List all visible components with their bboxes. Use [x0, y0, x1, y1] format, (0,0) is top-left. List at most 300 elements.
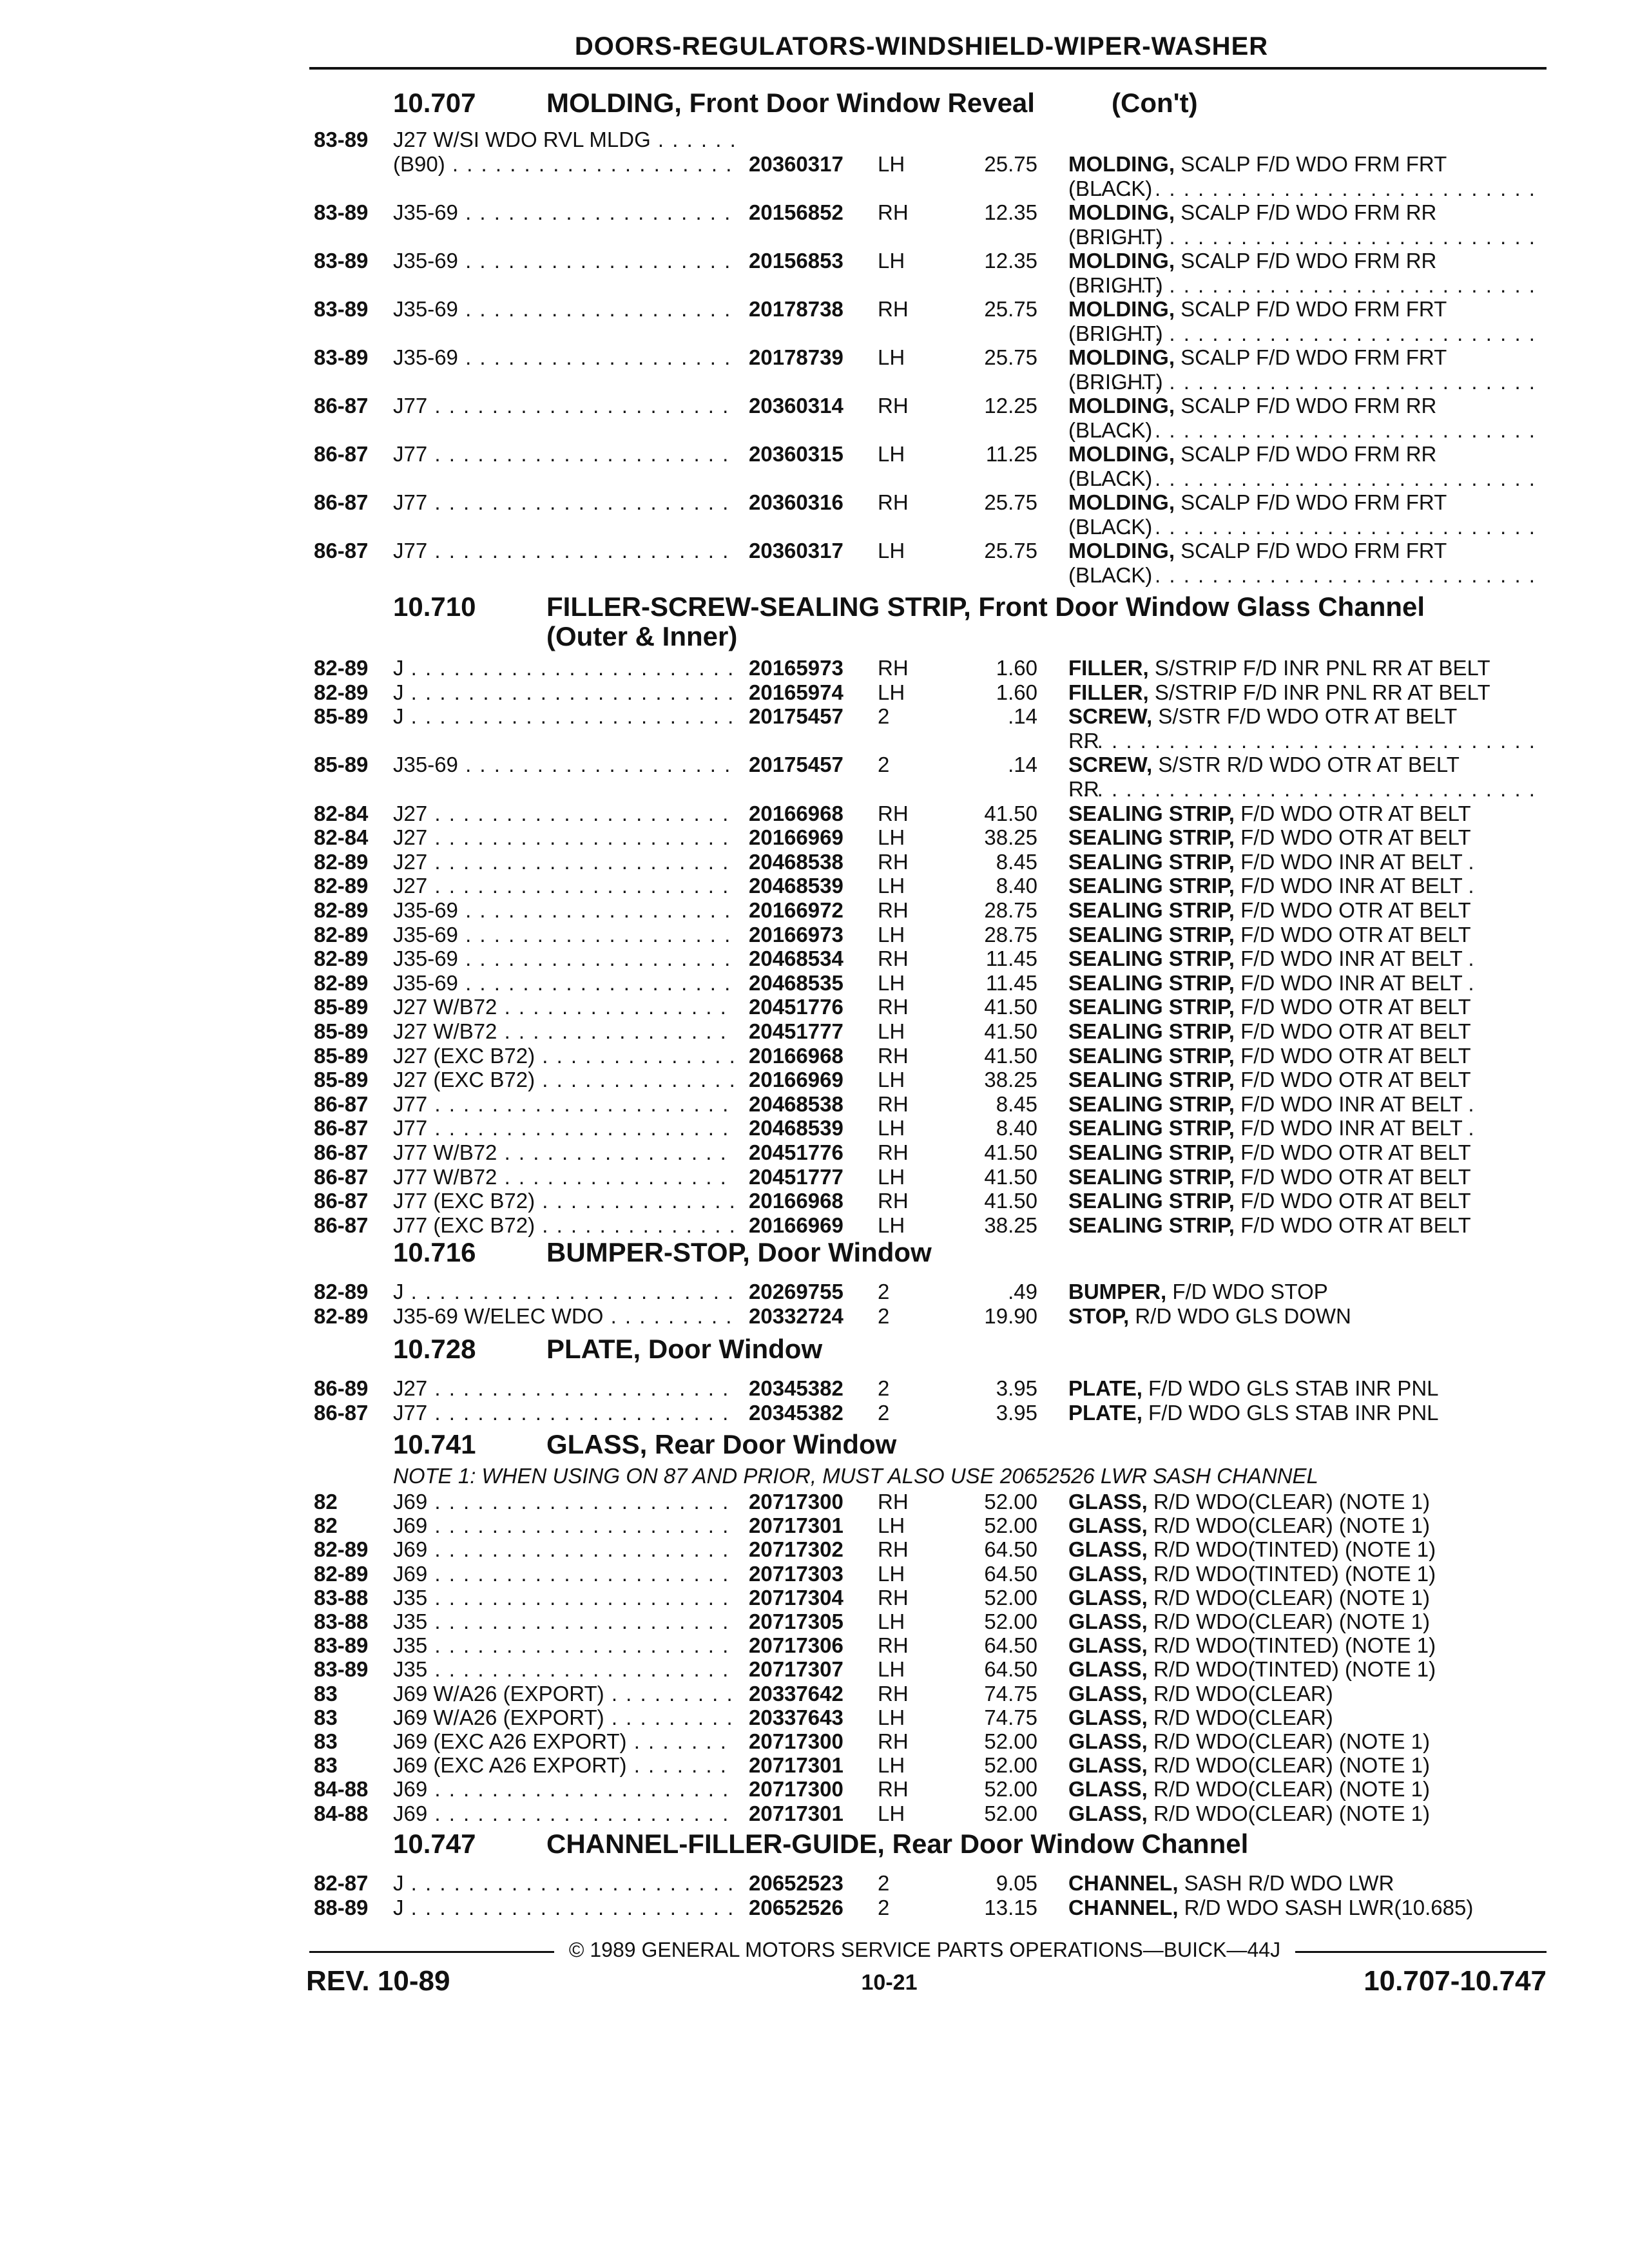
- part-description: GLASS, R/D WDO(CLEAR) (NOTE 1): [1068, 1514, 1431, 1538]
- page-header-title: DOORS-REGULATORS-WINDSHIELD-WIPER-WASHER: [574, 32, 1269, 61]
- part-description: MOLDING, SCALP F/D WDO FRM FRT: [1068, 538, 1447, 562]
- footer-copyright: © 1989 GENERAL MOTORS SERVICE PARTS OPERATIONS—BUICK—44J: [568, 1938, 1281, 1961]
- part-description-continued: [1068, 370, 1539, 394]
- parts-row: [0, 296, 1629, 345]
- model-years: 85-89: [314, 1019, 369, 1043]
- application-code: J77 (EXC B72) . . .: [393, 1189, 735, 1213]
- part-number: 20166969: [749, 1213, 843, 1237]
- section-heading: [0, 88, 1629, 133]
- application-code: J69 W/A26 (EXPORT) . . .: [393, 1682, 735, 1706]
- parts-row: [0, 490, 1629, 539]
- part-description: PLATE, F/D WDO GLS STAB INR PNL: [1068, 1400, 1439, 1425]
- part-number: 20717306: [749, 1633, 843, 1658]
- side-or-qty: RH: [878, 1537, 909, 1562]
- model-years: 83: [314, 1705, 338, 1729]
- description-line-2: (BLACK): [1068, 176, 1153, 200]
- part-description-continued: [1068, 729, 1539, 753]
- model-years: 83: [314, 1753, 338, 1778]
- section-number: 10.747: [393, 1829, 476, 1859]
- side-or-qty: 2: [878, 1400, 890, 1425]
- part-number: 20166969: [749, 825, 843, 850]
- price: 25.75: [984, 345, 1037, 369]
- part-description: SEALING STRIP, F/D WDO INR AT BELT .: [1068, 970, 1474, 995]
- side-or-qty: LH: [878, 1514, 905, 1538]
- parts-row: [0, 248, 1629, 297]
- application-code: J69 W/A26 (EXPORT) . . .: [393, 1706, 735, 1730]
- side-or-qty: RH: [878, 1729, 909, 1753]
- application-code: J35 . . .: [393, 1586, 735, 1610]
- parts-row: [0, 1871, 1629, 1896]
- model-years: 83-89: [314, 296, 369, 321]
- application-code: J35-69 . . .: [393, 971, 735, 995]
- application-code: (B90) . . .: [393, 152, 735, 177]
- price: 52.00: [984, 1610, 1037, 1633]
- parts-row: [0, 874, 1629, 898]
- application-code: J77 . . .: [393, 1401, 735, 1425]
- side-or-qty: LH: [878, 1213, 905, 1237]
- parts-row: [0, 1610, 1629, 1634]
- price: 64.50: [984, 1537, 1037, 1562]
- part-description: MOLDING, SCALP F/D WDO FRM RR: [1068, 393, 1437, 418]
- parts-row: [0, 1777, 1629, 1802]
- part-description: GLASS, R/D WDO(TINTED) (NOTE 1): [1068, 1561, 1436, 1586]
- part-description: GLASS, R/D WDO(TINTED) (NOTE 1): [1068, 1537, 1436, 1562]
- model-years: 86-87: [314, 1189, 369, 1213]
- side-or-qty: RH: [878, 1585, 909, 1610]
- description-line-2: (BRIGHT): [1068, 369, 1163, 394]
- footer-rule-left: [309, 1951, 554, 1953]
- price: 52.00: [984, 1753, 1037, 1778]
- part-number: 20468539: [749, 874, 843, 898]
- side-or-qty: RH: [878, 1490, 909, 1514]
- model-years: 83-89: [314, 345, 369, 369]
- part-description: GLASS, R/D WDO(CLEAR) (NOTE 1): [1068, 1610, 1431, 1633]
- price: 41.50: [984, 1043, 1037, 1068]
- part-description: PLATE, F/D WDO GLS STAB INR PNL: [1068, 1376, 1439, 1400]
- part-description: GLASS, R/D WDO(TINTED) (NOTE 1): [1068, 1633, 1436, 1658]
- application-code: J69 (EXC A26 EXPORT) . . .: [393, 1753, 735, 1778]
- parts-row: [0, 1490, 1629, 1514]
- price: 25.75: [984, 151, 1037, 176]
- application-code: J69 . . .: [393, 1537, 735, 1562]
- price: 25.75: [984, 490, 1037, 514]
- part-number: 20717307: [749, 1657, 843, 1682]
- parts-row: [0, 1092, 1629, 1117]
- part-number: 20166968: [749, 801, 843, 825]
- price: 28.75: [984, 922, 1037, 947]
- description-line-2: (BLACK): [1068, 418, 1153, 442]
- application-code: J27 W/SI WDO RVL MLDG . . .: [393, 128, 735, 152]
- side-or-qty: LH: [878, 1116, 905, 1140]
- side-or-qty: LH: [878, 441, 905, 466]
- model-years: 82-89: [314, 1561, 369, 1586]
- application-code: J69 . . .: [393, 1514, 735, 1538]
- model-years: 86-87: [314, 1091, 369, 1116]
- part-description-continued: [1068, 273, 1539, 298]
- parts-row: [0, 680, 1629, 705]
- header-rule: [309, 67, 1547, 70]
- part-number: 20717302: [749, 1537, 843, 1562]
- model-years: 84-88: [314, 1801, 369, 1825]
- side-or-qty: LH: [878, 248, 905, 273]
- part-number: 20360317: [749, 151, 843, 176]
- parts-row: [0, 1753, 1629, 1778]
- application-code: J . . .: [393, 680, 735, 705]
- application-code: J27 . . .: [393, 802, 735, 826]
- part-description: GLASS, R/D WDO(CLEAR) (NOTE 1): [1068, 1490, 1431, 1514]
- application-code: J . . .: [393, 1871, 735, 1896]
- side-or-qty: RH: [878, 1091, 909, 1116]
- part-description: SCREW, S/STR F/D WDO OTR AT BELT: [1068, 704, 1458, 729]
- side-or-qty: RH: [878, 1777, 909, 1802]
- part-number: 20468534: [749, 947, 843, 971]
- part-description: MOLDING, SCALP F/D WDO FRM RR: [1068, 248, 1437, 273]
- side-or-qty: LH: [878, 1610, 905, 1633]
- parts-row: [0, 1213, 1629, 1238]
- price: 41.50: [984, 1189, 1037, 1213]
- part-number: 20468538: [749, 849, 843, 874]
- parts-row: [0, 995, 1629, 1019]
- price: 52.00: [984, 1490, 1037, 1514]
- part-number: 20269755: [749, 1280, 843, 1303]
- application-code: J27 (EXC B72) . . .: [393, 1044, 735, 1068]
- application-code: J69 . . .: [393, 1802, 735, 1826]
- side-or-qty: RH: [878, 1043, 909, 1068]
- part-number: 20468535: [749, 970, 843, 995]
- application-code: J . . .: [393, 1896, 735, 1920]
- price: 3.95: [996, 1376, 1037, 1400]
- side-or-qty: RH: [878, 947, 909, 971]
- application-code: J35-69 W/ELEC WDO . . .: [393, 1304, 735, 1329]
- part-description: SEALING STRIP, F/D WDO OTR AT BELT: [1068, 1213, 1471, 1237]
- price: 11.45: [985, 947, 1037, 971]
- part-description: MOLDING, SCALP F/D WDO FRM FRT: [1068, 151, 1447, 176]
- part-description-continued: [1068, 777, 1539, 802]
- part-description: BUMPER, F/D WDO STOP: [1068, 1280, 1328, 1303]
- section-heading: [0, 591, 1629, 656]
- side-or-qty: RH: [878, 1681, 909, 1706]
- part-description: SEALING STRIP, F/D WDO OTR AT BELT: [1068, 825, 1471, 850]
- side-or-qty: RH: [878, 1633, 909, 1658]
- part-description: SEALING STRIP, F/D WDO OTR AT BELT: [1068, 898, 1471, 922]
- side-or-qty: RH: [878, 801, 909, 825]
- side-or-qty: LH: [878, 1801, 905, 1825]
- application-code: J35-69 . . .: [393, 923, 735, 947]
- side-or-qty: RH: [878, 296, 909, 321]
- price: 11.25: [985, 441, 1037, 466]
- price: 52.00: [984, 1777, 1037, 1802]
- side-or-qty: LH: [878, 1019, 905, 1043]
- price: 12.35: [984, 248, 1037, 273]
- parts-row: [0, 538, 1629, 587]
- section-note: NOTE 1: WHEN USING ON 87 AND PRIOR, MUST ALSO USE 20652526 LWR SASH CHANNEL: [393, 1464, 1318, 1488]
- part-description-continued: [1068, 418, 1539, 443]
- model-years: 83-89: [314, 248, 369, 273]
- part-number: 20468538: [749, 1091, 843, 1116]
- parts-row: [0, 345, 1629, 394]
- parts-row: [0, 1304, 1629, 1329]
- price: 1.60: [996, 656, 1037, 680]
- part-number: 20178739: [749, 345, 843, 369]
- price: 38.25: [984, 1068, 1037, 1092]
- price: 25.75: [984, 296, 1037, 321]
- parts-row: [0, 656, 1629, 680]
- application-code: J69 . . .: [393, 1490, 735, 1514]
- section-number: 10.741: [393, 1429, 476, 1459]
- parts-row: [0, 1068, 1629, 1092]
- price: 8.40: [996, 874, 1037, 898]
- part-number: 20360316: [749, 490, 843, 514]
- part-description: SCREW, S/STR R/D WDO OTR AT BELT: [1068, 753, 1460, 777]
- parts-row: [0, 850, 1629, 874]
- price: 41.50: [984, 1140, 1037, 1164]
- price: 8.45: [996, 1091, 1037, 1116]
- model-years: 82-89: [314, 922, 369, 947]
- model-years: 82-89: [314, 680, 369, 704]
- price: 41.50: [984, 1019, 1037, 1043]
- section-number: 10.710: [393, 591, 476, 622]
- part-description: SEALING STRIP, F/D WDO OTR AT BELT: [1068, 922, 1471, 947]
- parts-row: [0, 1729, 1629, 1754]
- model-years: 88-89: [314, 1895, 369, 1919]
- application-code: J69 (EXC A26 EXPORT) . . .: [393, 1729, 735, 1754]
- price: 52.00: [984, 1729, 1037, 1753]
- parts-row: [0, 1896, 1629, 1920]
- part-description-continued: [1068, 563, 1539, 588]
- side-or-qty: 2: [878, 1895, 890, 1919]
- application-code: J77 . . .: [393, 539, 735, 563]
- part-number: 20345382: [749, 1400, 843, 1425]
- part-description: GLASS, R/D WDO(CLEAR): [1068, 1681, 1333, 1706]
- part-description: GLASS, R/D WDO(CLEAR): [1068, 1705, 1333, 1729]
- part-number: 20468539: [749, 1116, 843, 1140]
- parts-row: [0, 1682, 1629, 1706]
- part-description: CHANNEL, SASH R/D WDO LWR: [1068, 1871, 1394, 1895]
- price: 9.05: [996, 1871, 1037, 1895]
- model-years: 86-87: [314, 1116, 369, 1140]
- application-code: J35-69 . . .: [393, 898, 735, 923]
- application-code: J77 . . .: [393, 1116, 735, 1140]
- model-years: 86-87: [314, 393, 369, 418]
- side-or-qty: LH: [878, 1561, 905, 1586]
- application-code: J77 . . .: [393, 394, 735, 418]
- part-number: 20717303: [749, 1561, 843, 1586]
- price: 8.45: [996, 849, 1037, 874]
- parts-row: [0, 1514, 1629, 1538]
- side-or-qty: 2: [878, 1303, 890, 1328]
- footer-revision: REV. 10-89: [306, 1965, 450, 1997]
- parts-row: [0, 1044, 1629, 1068]
- description-line-2: (BRIGHT): [1068, 321, 1163, 345]
- description-line-2: (BLACK): [1068, 466, 1153, 490]
- parts-row: [0, 704, 1629, 753]
- part-number: 20360317: [749, 538, 843, 562]
- application-code: J77 . . .: [393, 442, 735, 466]
- part-number: 20451777: [749, 1164, 843, 1189]
- price: 41.50: [984, 1164, 1037, 1189]
- price: 12.25: [984, 393, 1037, 418]
- model-years: 83-89: [314, 200, 369, 224]
- part-description: SEALING STRIP, F/D WDO INR AT BELT .: [1068, 1116, 1474, 1140]
- model-years: 82-89: [314, 970, 369, 995]
- part-number: 20717305: [749, 1610, 843, 1633]
- part-description: GLASS, R/D WDO(TINTED) (NOTE 1): [1068, 1657, 1436, 1682]
- side-or-qty: RH: [878, 656, 909, 680]
- description-line-2: (BRIGHT): [1068, 273, 1163, 297]
- part-number: 20451776: [749, 995, 843, 1019]
- side-or-qty: 2: [878, 1871, 890, 1895]
- part-description: GLASS, R/D WDO(CLEAR) (NOTE 1): [1068, 1801, 1431, 1825]
- application-code: J . . .: [393, 656, 735, 680]
- description-line-2: RR: [1068, 777, 1099, 802]
- side-or-qty: LH: [878, 970, 905, 995]
- application-code: J27 W/B72 . . .: [393, 995, 735, 1019]
- side-or-qty: 2: [878, 1376, 890, 1400]
- side-or-qty: LH: [878, 922, 905, 947]
- part-description: MOLDING, SCALP F/D WDO FRM FRT: [1068, 296, 1447, 321]
- side-or-qty: 2: [878, 753, 890, 777]
- side-or-qty: 2: [878, 1280, 890, 1303]
- part-number: 20166972: [749, 898, 843, 922]
- part-number: 20652526: [749, 1895, 843, 1919]
- part-number: 20175457: [749, 753, 843, 777]
- application-code: J . . .: [393, 704, 735, 729]
- parts-row: [0, 1706, 1629, 1730]
- side-or-qty: LH: [878, 538, 905, 562]
- parts-row: [0, 947, 1629, 971]
- model-years: 83-89: [314, 1657, 369, 1682]
- side-or-qty: LH: [878, 151, 905, 176]
- parts-row: [0, 441, 1629, 490]
- part-description: SEALING STRIP, F/D WDO OTR AT BELT: [1068, 801, 1471, 825]
- side-or-qty: LH: [878, 1068, 905, 1092]
- application-code: J27 . . .: [393, 874, 735, 898]
- parts-row: [0, 1376, 1629, 1401]
- price: 13.15: [984, 1895, 1037, 1919]
- application-code: J77 W/B72 . . .: [393, 1165, 735, 1189]
- model-years: 83-88: [314, 1585, 369, 1610]
- description-line-2: (BLACK): [1068, 514, 1153, 539]
- section-subtitle: (Outer & Inner): [546, 621, 738, 651]
- model-years: 86-87: [314, 1164, 369, 1189]
- model-years: 83-88: [314, 1610, 369, 1633]
- part-description: MOLDING, SCALP F/D WDO FRM FRT: [1068, 345, 1447, 369]
- model-years: 84-88: [314, 1777, 369, 1802]
- part-number: 20175457: [749, 704, 843, 729]
- model-years: 82-89: [314, 874, 369, 898]
- parts-row: [0, 753, 1629, 802]
- parts-row: [0, 200, 1629, 249]
- part-number: 20337642: [749, 1681, 843, 1706]
- model-years: 82-89: [314, 1280, 369, 1303]
- parts-row: [0, 1280, 1629, 1304]
- footer-section-range: 10.707-10.747: [1364, 1965, 1547, 1997]
- part-number: 20165973: [749, 656, 843, 680]
- model-years: 83: [314, 1681, 338, 1706]
- model-years: 82-84: [314, 801, 369, 825]
- model-years: 82-89: [314, 898, 369, 922]
- application-code: J77 (EXC B72) . . .: [393, 1213, 735, 1238]
- side-or-qty: LH: [878, 1705, 905, 1729]
- part-number: 20360314: [749, 393, 843, 418]
- price: 28.75: [984, 898, 1037, 922]
- part-number: 20166969: [749, 1068, 843, 1092]
- parts-row: [0, 825, 1629, 850]
- part-description: GLASS, R/D WDO(CLEAR) (NOTE 1): [1068, 1753, 1431, 1778]
- side-or-qty: RH: [878, 200, 909, 224]
- application-code: J35-69 . . .: [393, 200, 735, 225]
- section-continued: (Con't): [1112, 88, 1198, 118]
- model-years: 86-87: [314, 1213, 369, 1237]
- parts-row: [0, 1165, 1629, 1189]
- application-code: J27 W/B72 . . .: [393, 1019, 735, 1044]
- section-heading: [0, 1334, 1629, 1379]
- model-years: 82: [314, 1490, 338, 1514]
- part-number: 20345382: [749, 1376, 843, 1400]
- application-code: J77 . . .: [393, 1092, 735, 1117]
- parts-row: [0, 1537, 1629, 1562]
- side-or-qty: LH: [878, 825, 905, 850]
- part-description: SEALING STRIP, F/D WDO OTR AT BELT: [1068, 1019, 1471, 1043]
- side-or-qty: RH: [878, 1189, 909, 1213]
- part-description-continued: [1068, 322, 1539, 346]
- model-years: 86-87: [314, 1140, 369, 1164]
- application-code: J77 . . .: [393, 490, 735, 515]
- model-years: 82: [314, 1514, 338, 1538]
- section-number: 10.728: [393, 1334, 476, 1364]
- model-years: 85-89: [314, 753, 369, 777]
- part-number: 20451777: [749, 1019, 843, 1043]
- model-years: 85-89: [314, 1043, 369, 1068]
- price: 74.75: [984, 1705, 1037, 1729]
- parts-row: [0, 971, 1629, 995]
- model-years: 85-89: [314, 995, 369, 1019]
- price: 1.60: [996, 680, 1037, 704]
- part-number: 20337643: [749, 1705, 843, 1729]
- model-years: 82-84: [314, 825, 369, 850]
- part-number: 20717304: [749, 1585, 843, 1610]
- part-number: 20717300: [749, 1729, 843, 1753]
- part-description-continued: [1068, 177, 1539, 201]
- price: 52.00: [984, 1585, 1037, 1610]
- price: 74.75: [984, 1681, 1037, 1706]
- part-number: 20166973: [749, 922, 843, 947]
- application-code: J35-69 . . .: [393, 753, 735, 777]
- side-or-qty: RH: [878, 490, 909, 514]
- application-code: J27 (EXC B72) . . .: [393, 1068, 735, 1092]
- price: .14: [1008, 753, 1037, 777]
- price: 64.50: [984, 1633, 1037, 1658]
- part-description: SEALING STRIP, F/D WDO INR AT BELT .: [1068, 1091, 1474, 1116]
- part-number: 20451776: [749, 1140, 843, 1164]
- footer-rule-right: [1295, 1951, 1547, 1953]
- part-description: GLASS, R/D WDO(CLEAR) (NOTE 1): [1068, 1777, 1431, 1802]
- parts-row: [0, 151, 1629, 200]
- part-description: SEALING STRIP, F/D WDO INR AT BELT .: [1068, 947, 1474, 971]
- price: 12.35: [984, 200, 1037, 224]
- description-line-2: (BRIGHT): [1068, 224, 1163, 249]
- part-number: 20332724: [749, 1303, 843, 1328]
- part-description: GLASS, R/D WDO(CLEAR) (NOTE 1): [1068, 1585, 1431, 1610]
- side-or-qty: RH: [878, 1140, 909, 1164]
- model-years: 82-89: [314, 656, 369, 680]
- parts-row: [0, 1657, 1629, 1682]
- price: 3.95: [996, 1400, 1037, 1425]
- application-code: J77 W/B72 . . .: [393, 1140, 735, 1165]
- model-years: 86-87: [314, 538, 369, 562]
- model-years: 83: [314, 1729, 338, 1753]
- section-title: FILLER-SCREW-SEALING STRIP, Front Door Window Glass Channel: [546, 591, 1425, 622]
